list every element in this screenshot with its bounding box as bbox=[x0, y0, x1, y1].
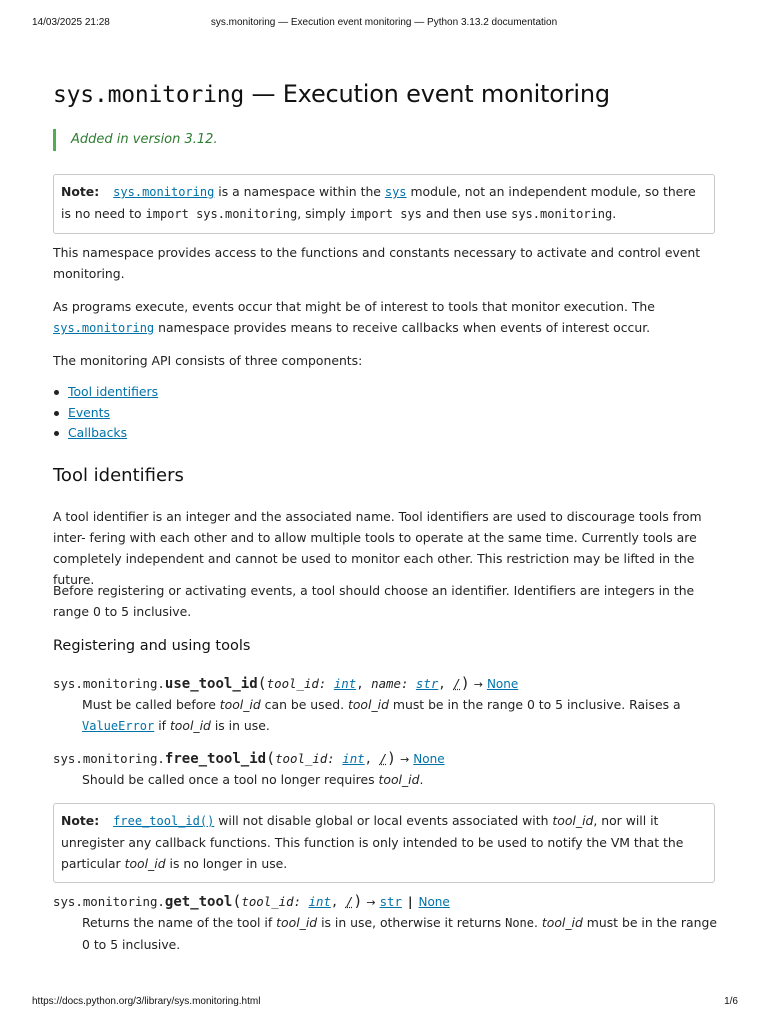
param-name: name: bbox=[371, 676, 409, 691]
close-paren: ) bbox=[353, 892, 363, 910]
note-text: . bbox=[612, 206, 617, 221]
description-text: Returns the name of the tool if bbox=[82, 915, 277, 930]
note-text: is a namespace within the bbox=[214, 184, 385, 199]
positional-only-marker: / bbox=[379, 751, 388, 766]
signature-get-tool bbox=[53, 892, 450, 910]
inline-code: import sys.monitoring bbox=[145, 207, 298, 221]
description-text: can be used. bbox=[260, 697, 348, 712]
param-name: tool_id: bbox=[266, 676, 327, 691]
description-text: must be in the range 0 to 5 inclusive. bbox=[82, 915, 717, 952]
return-arrow: → bbox=[473, 678, 483, 691]
link-events[interactable]: Events bbox=[68, 404, 110, 420]
type-link-int[interactable]: int bbox=[342, 751, 365, 766]
link-sys-monitoring[interactable]: sys.monitoring bbox=[113, 185, 215, 199]
page-title-rest: — Execution event monitoring bbox=[244, 80, 610, 108]
comma: , bbox=[330, 894, 346, 909]
description-text: Should be called once a tool no longer requires bbox=[82, 772, 379, 787]
return-arrow: → bbox=[366, 896, 376, 909]
emphasis: tool_id bbox=[541, 915, 583, 930]
return-type-link-str[interactable]: str bbox=[379, 894, 402, 909]
paragraph-text: namespace provides means to receive callbacks when events of interest occur. bbox=[154, 320, 651, 335]
comma: , bbox=[364, 751, 380, 766]
note-label: Note: bbox=[61, 813, 100, 828]
description-text: is in use. bbox=[210, 718, 270, 733]
note-text: , nor will it unregister any callback functions. This function is only intended to be used to notify the VM that the particular bbox=[61, 813, 684, 871]
return-type-link-none[interactable]: None bbox=[418, 895, 450, 909]
identifier-range-paragraph: Before registering or activating events, a tool should choose an identifier. Identifiers are integers in the range 0 to 5 inclusive. bbox=[53, 583, 695, 619]
subsection-heading-registering: Registering and using tools bbox=[53, 638, 251, 654]
signature-free-tool-id bbox=[53, 749, 445, 767]
description-text: is in use, otherwise it returns bbox=[317, 915, 506, 930]
open-paren: ( bbox=[257, 674, 267, 692]
return-type-link-none[interactable]: None bbox=[486, 677, 519, 691]
description-text: . bbox=[419, 772, 424, 787]
inline-code: import sys bbox=[349, 207, 422, 221]
link-valueerror[interactable]: ValueError bbox=[82, 719, 155, 733]
emphasis: tool_id bbox=[219, 697, 261, 712]
note-text: module, not an independent module, so there is no need to bbox=[61, 184, 696, 221]
comma: , bbox=[438, 676, 454, 691]
section-heading-tool-identifiers: Tool identifiers bbox=[53, 465, 184, 486]
param-name: tool_id: bbox=[241, 894, 302, 909]
components-paragraph: The monitoring API consists of three components: bbox=[53, 353, 363, 368]
print-date: 14/03/2025 21:28 bbox=[32, 17, 110, 28]
description-use-tool-id bbox=[82, 694, 722, 737]
type-link-str[interactable]: str bbox=[415, 676, 439, 691]
list-item bbox=[53, 423, 158, 444]
note-text: and then use bbox=[421, 206, 512, 221]
page-title-module: sys.monitoring bbox=[53, 82, 245, 108]
union-bar: | bbox=[407, 894, 413, 909]
signature-prefix: sys.monitoring. bbox=[53, 894, 165, 909]
version-added-note: Added in version 3.12. bbox=[53, 129, 218, 151]
inline-code: sys.monitoring bbox=[511, 207, 613, 221]
note-box-namespace bbox=[53, 174, 715, 234]
link-free-tool-id[interactable]: free_tool_id() bbox=[113, 814, 215, 828]
link-sys-monitoring[interactable]: sys.monitoring bbox=[53, 321, 155, 335]
note-text: is no longer in use. bbox=[165, 856, 288, 871]
inline-code: None bbox=[505, 916, 534, 930]
signature-prefix: sys.monitoring. bbox=[53, 676, 165, 691]
list-item bbox=[53, 403, 158, 424]
link-callbacks[interactable]: Callbacks bbox=[68, 425, 128, 441]
print-page-title: sys.monitoring — Execution event monitoring — Python 3.13.2 documentation bbox=[210, 17, 558, 28]
return-arrow: → bbox=[400, 753, 410, 766]
function-name: use_tool_id bbox=[164, 676, 258, 692]
close-paren: ) bbox=[387, 749, 397, 767]
events-paragraph bbox=[53, 296, 719, 339]
description-text: Must be called before bbox=[82, 697, 220, 712]
emphasis: tool_id bbox=[124, 856, 166, 871]
positional-only-marker: / bbox=[345, 894, 354, 909]
note-label: Note: bbox=[61, 184, 100, 199]
note-text: will not disable global or local events associated with bbox=[214, 813, 553, 828]
positional-only-marker: / bbox=[453, 676, 461, 691]
link-sys[interactable]: sys bbox=[384, 185, 407, 199]
function-name: free_tool_id bbox=[164, 751, 267, 767]
param-name: tool_id: bbox=[275, 751, 335, 766]
description-text: if bbox=[154, 718, 170, 733]
page-number: 1/6 bbox=[724, 996, 738, 1007]
paragraph-text: As programs execute, events occur that might be of interest to tools that monitor execution. The bbox=[53, 299, 655, 314]
emphasis: tool_id bbox=[276, 915, 318, 930]
description-text: must be in the range 0 to 5 inclusive. Raises a bbox=[388, 697, 681, 712]
emphasis: tool_id bbox=[378, 772, 420, 787]
type-link-int[interactable]: int bbox=[308, 894, 331, 909]
note-box-free-tool-id bbox=[53, 803, 715, 883]
signature-prefix: sys.monitoring. bbox=[53, 751, 165, 766]
link-tool-identifiers[interactable]: Tool identifiers bbox=[68, 384, 159, 399]
intro-paragraph: This namespace provides access to the functions and constants necessary to activate and control event monitoring. bbox=[53, 245, 701, 281]
function-name: get_tool bbox=[164, 894, 233, 910]
emphasis: tool_id bbox=[169, 718, 211, 733]
description-text: . bbox=[534, 915, 542, 930]
components-list bbox=[53, 382, 158, 444]
description-get-tool bbox=[82, 912, 722, 955]
type-link-int[interactable]: int bbox=[333, 676, 357, 691]
note-text: , simply bbox=[297, 206, 350, 221]
tool-identifiers-paragraph: A tool identifier is an integer and the associated name. Tool identifiers are used to discourage tools from inter- fering with each other and to allow multiple tools to operate at the same time. Currently tools are completely independent and cannot be used to monitor each other. This restriction may be lifted in the future. bbox=[53, 509, 702, 587]
signature-use-tool-id bbox=[53, 674, 518, 692]
list-item bbox=[53, 382, 158, 403]
print-url: https://docs.python.org/3/library/sys.monitoring.html bbox=[32, 996, 261, 1007]
open-paren: ( bbox=[232, 892, 242, 910]
open-paren: ( bbox=[266, 749, 276, 767]
return-type-link-none[interactable]: None bbox=[413, 752, 445, 766]
description-free-tool-id bbox=[82, 769, 722, 790]
emphasis: tool_id bbox=[552, 813, 594, 828]
emphasis: tool_id bbox=[347, 697, 389, 712]
comma: , bbox=[356, 676, 372, 691]
print-footer bbox=[0, 996, 768, 1010]
page-title bbox=[53, 80, 610, 108]
close-paren: ) bbox=[460, 674, 470, 692]
